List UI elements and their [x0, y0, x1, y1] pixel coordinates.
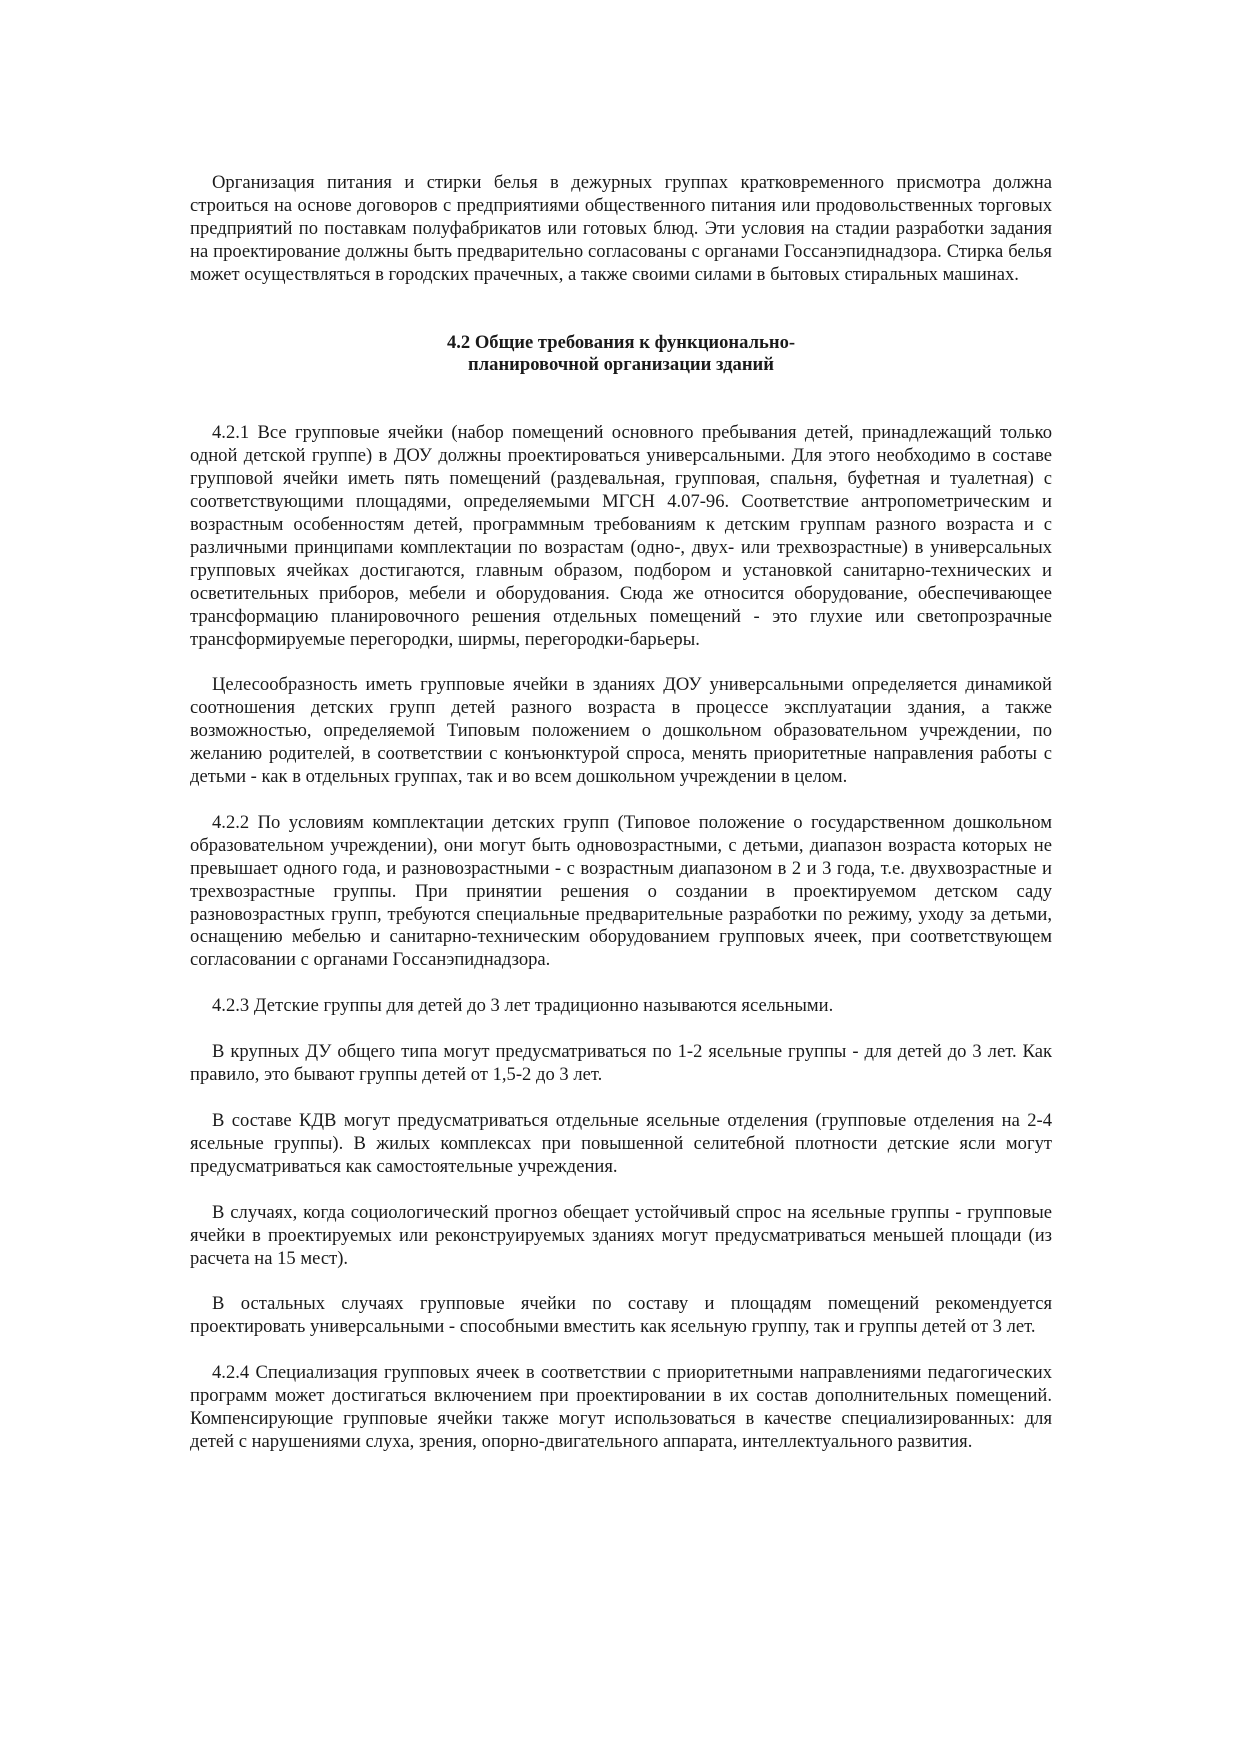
- paragraph-forecast: В случаях, когда социологический прогноз обещает устойчивый спрос на ясельные группы - групповые ячейки в проектируемых или реконструируемых зданиях могут предусматриваться меньшей площади (из расчета на 15 мест).: [190, 1201, 1052, 1269]
- paragraph-4-2-3: 4.2.3 Детские группы для детей до 3 лет традиционно называются ясельными.: [212, 995, 834, 1017]
- paragraph-4-2-1: 4.2.1 Все групповые ячейки (набор помещений основного пребывания детей, принадлежащий только одной детской группе) в ДОУ должны проектироваться универсальными. Для этого необходимо в составе групповой ячейки иметь пять помещений (раздевальная, групповая, спальня, буфетная и туалетная) с соответствующими площадями, определяемыми МГСН 4.07-96. Соответствие антропометрическим и возрастным особенностям детей, программным требованиям к детским группам разного возраста и с различными принципами комплектации по возрастам (одно-, двух- или трехвозрастные) в универсальных групповых ячейках достигаются, главным образом, подбором и установкой санитарно-технических и осветительных приборов, мебели и оборудования. Сюда же относится оборудование, обеспечивающее трансформацию планировочного решения отдельных помещений - это глухие или светопрозрачные трансформируемые перегородки, ширмы, перегородки-барьеры.: [190, 422, 1052, 650]
- document-page: [190, 172, 1052, 1454]
- paragraph-large-du: В крупных ДУ общего типа могут предусматриваться по 1-2 ясельные группы - для детей до 3 лет. Как правило, это бывают группы детей от 1,5-2 до 3 лет.: [190, 1041, 1052, 1086]
- paragraph-4-2-2: 4.2.2 По условиям комплектации детских групп (Типовое положение о государственном дошкольном образовательном учреждении), они могут быть одновозрастными, с детьми, диапазон возраста которых не превышает одного года, и разновозрастными - с возрастным диапазоном в 2 и 3 года, т.е. двухвозрастные и трехвозрастные группы. При принятии решения о создании в проектируемом детском саду разновозрастных групп, требуются специальные предварительные разработки по режиму, уходу за детьми, оснащению мебелью и санитарно-техническим оборудованием групповых ячеек, при соответствующем согласовании с органами Госсанэпиднадзора.: [190, 811, 1052, 971]
- paragraph-intro: Организация питания и стирки белья в дежурных группах кратковременного присмотра должна строиться на основе договоров с предприятиями общественного питания или продовольственных торговых предприятий по поставкам полуфабрикатов или готовых блюд. Эти условия на стадии разработки задания на проектирование должны быть предварительно согласованы с органами Госсанэпиднадзора. Стирка белья может осуществляться в городских прачечных, а также своими силами в бытовых стиральных машинах.: [190, 172, 1052, 285]
- paragraph-expediency: Целесообразность иметь групповые ячейки в зданиях ДОУ универсальными определяется динамикой соотношения детских групп детей разного возраста в процессе эксплуатации здания, а также возможностью, определяемой Типовым положением о дошкольном образовательном учреждении, по желанию родителей, в соответствии с конъюнктурой спроса, менять приоритетные направления работы с детьми - как в отдельных группах, так и во всем дошкольном учреждении в целом.: [190, 674, 1052, 788]
- paragraph-kdv: В составе КДВ могут предусматриваться отдельные ясельные отделения (групповые отделения на 2-4 ясельные группы). В жилых комплексах при повышенной селитебной плотности детские ясли могут предусматриваться как самостоятельные учреждения.: [190, 1110, 1052, 1177]
- section-heading-line-2: планировочной организации зданий: [468, 354, 774, 376]
- section-heading-line-1: 4.2 Общие требования к функционально-: [446, 331, 796, 353]
- paragraph-4-2-4: 4.2.4 Специализация групповых ячеек в соответствии с приоритетными направлениями педагогических программ может достигаться включением при проектировании в их состав дополнительных помещений. Компенсирующие групповые ячейки также могут использоваться в качестве специализированных: для детей с нарушениями слуха, зрения, опорно-двигательного аппарата, интеллектуального развития.: [190, 1362, 1052, 1452]
- section-heading: [190, 332, 1052, 378]
- paragraph-other-cases: В остальных случаях групповые ячейки по составу и площадям помещений рекомендуется проектировать универсальными - способными вместить как ясельную группу, так и группы детей от 3 лет.: [190, 1293, 1052, 1338]
